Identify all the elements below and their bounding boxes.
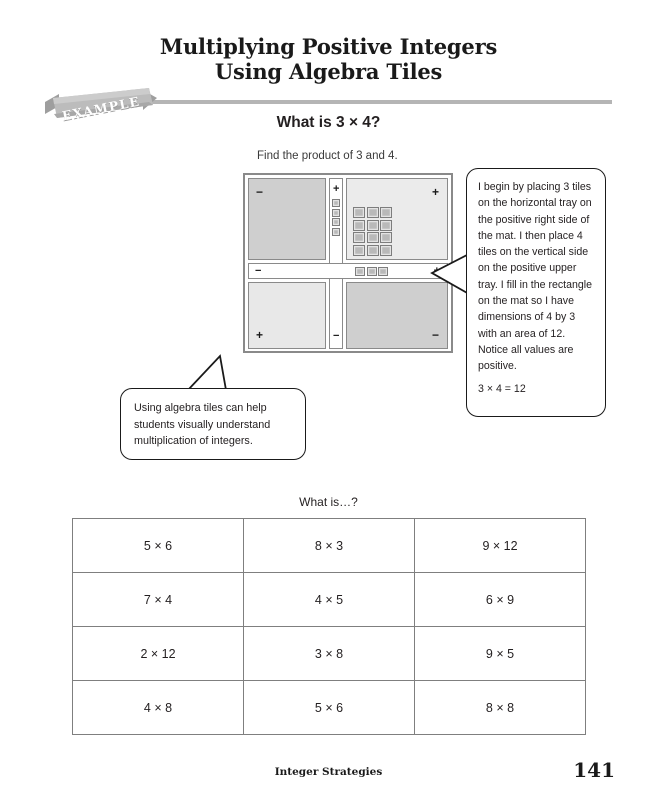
algebra-tile — [380, 220, 392, 231]
algebra-tile — [367, 267, 377, 276]
table-cell[interactable]: 2 × 12 — [73, 627, 244, 681]
tip-bubble-text: Using algebra tiles can help students visually understand multiplication of integers. — [134, 402, 271, 447]
mat-horizontal-tray — [248, 263, 448, 279]
mat-quadrant-top-left — [248, 178, 326, 260]
page-title — [0, 34, 657, 84]
table-cell[interactable]: 9 × 12 — [415, 519, 586, 573]
teacher-bubble-equation: 3 × 4 = 12 — [478, 382, 526, 395]
vertical-tray-bottom-sign: − — [333, 330, 340, 342]
practice-problems-table — [72, 518, 586, 735]
algebra-tile — [380, 207, 392, 218]
vertical-tray-top-sign: + — [333, 183, 340, 195]
table-row — [73, 627, 586, 681]
algebra-tile — [353, 220, 365, 231]
table-row — [73, 681, 586, 735]
page-number: 141 — [573, 758, 615, 782]
quadrant-top-left-sign: − — [256, 185, 264, 199]
table-cell[interactable]: 8 × 8 — [415, 681, 586, 735]
algebra-tile — [380, 245, 392, 256]
footer-section-title: Integer Strategies — [274, 766, 383, 778]
table-cell[interactable]: 8 × 3 — [244, 519, 415, 573]
algebra-tile — [367, 207, 379, 218]
tip-callout-bubble — [120, 388, 306, 460]
table-cell[interactable]: 9 × 5 — [415, 627, 586, 681]
teacher-bubble-text: I begin by placing 3 tiles on the horizontal tray on the positive right side of the mat. I then place 4 tiles on the vertical side on the positive upper tray. I fill in the rectangle on the mat so I have dimensions of 4 by 3 with an area of 12. Notice all values are positive. — [478, 181, 593, 373]
table-cell[interactable]: 4 × 5 — [244, 573, 415, 627]
algebra-tile — [332, 228, 340, 236]
example-instruction: Find the product of 3 and 4. — [257, 150, 398, 162]
table-cell[interactable]: 5 × 6 — [244, 681, 415, 735]
header-divider-rule — [140, 100, 612, 104]
product-rectangle-tiles — [353, 207, 392, 256]
quadrant-top-right-sign: + — [431, 185, 439, 199]
table-row — [73, 573, 586, 627]
horizontal-tray-tiles — [355, 267, 388, 276]
example-ribbon-label: EXAMPLE — [60, 93, 142, 123]
algebra-tile — [353, 245, 365, 256]
algebra-tile — [378, 267, 388, 276]
tip-bubble-tail-icon — [186, 344, 252, 392]
algebra-tile — [367, 245, 379, 256]
algebra-tile — [332, 218, 340, 226]
table-row — [73, 519, 586, 573]
algebra-tile — [353, 207, 365, 218]
algebra-tile — [380, 232, 392, 243]
table-cell[interactable]: 5 × 6 — [73, 519, 244, 573]
algebra-tile — [332, 209, 340, 217]
teacher-bubble-tail-icon — [428, 252, 470, 296]
quadrant-bottom-right-sign: − — [431, 328, 439, 342]
table-cell[interactable]: 4 × 8 — [73, 681, 244, 735]
horizontal-tray-left-sign: − — [255, 265, 262, 277]
algebra-tile — [367, 220, 379, 231]
table-cell[interactable]: 7 × 4 — [73, 573, 244, 627]
quadrant-bottom-left-sign: + — [256, 328, 264, 342]
algebra-tile-mat — [243, 173, 453, 353]
vertical-tray-tiles — [332, 199, 340, 236]
page-title-line-2: Using Algebra Tiles — [214, 59, 443, 84]
algebra-tile — [353, 232, 365, 243]
table-cell[interactable]: 6 × 9 — [415, 573, 586, 627]
table-cell[interactable]: 3 × 8 — [244, 627, 415, 681]
algebra-tile — [367, 232, 379, 243]
mat-quadrant-bottom-left — [248, 282, 326, 349]
algebra-tile — [355, 267, 365, 276]
example-question-heading: What is 3 × 4? — [276, 114, 381, 131]
page-title-line-1: Multiplying Positive Integers — [159, 34, 498, 59]
teacher-explanation-bubble — [466, 168, 606, 417]
algebra-tile — [332, 199, 340, 207]
mat-quadrant-top-right — [346, 178, 448, 260]
practice-heading: What is…? — [299, 495, 358, 509]
